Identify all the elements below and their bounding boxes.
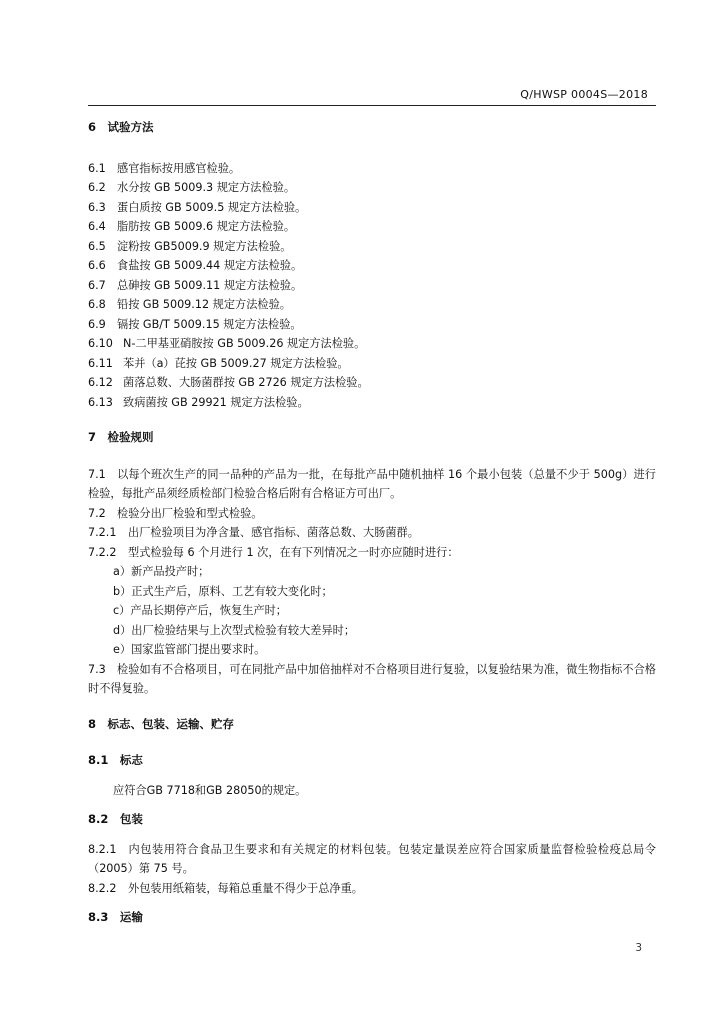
item-text: 淀粉按 GB5009.9 规定方法检验。	[117, 239, 292, 253]
paragraph-7-2-2	[88, 543, 656, 563]
section-heading-6: 6 试验方法	[88, 120, 154, 134]
list-item-a: a）新产品投产时；	[113, 565, 210, 578]
item-number: 7.2	[88, 506, 106, 520]
item-text: 食盐按 GB 5009.44 规定方法检验。	[117, 259, 303, 272]
item-number: 6.12	[88, 376, 113, 389]
item-text: 镉按 GB/T 5009.15 规定方法检验。	[117, 317, 302, 331]
item-6-3	[88, 198, 656, 218]
item-number: 6.4	[88, 220, 106, 233]
item-6-2	[88, 178, 656, 198]
paragraph-text: 外包装用纸箱装，每箱总重量不得少于总净重。	[128, 881, 363, 895]
section-heading-7: 7 检验规则	[88, 430, 154, 444]
item-number: 6.1	[88, 161, 106, 175]
item-text: 致病菌按 GB 29921 规定方法检验。	[123, 395, 309, 409]
page-number: 3	[635, 942, 642, 954]
paragraph-text: 出厂检验项目为净含量、感官指标、菌落总数、大肠菌群。	[128, 526, 419, 539]
section-6-list	[88, 159, 656, 413]
item-6-1	[88, 159, 656, 179]
paragraph-8-2-2	[88, 879, 656, 899]
header-rule	[88, 105, 656, 106]
item-6-6	[88, 256, 656, 276]
paragraph-8-2-1	[88, 840, 656, 879]
item-text: 总砷按 GB 5009.11 规定方法检验。	[117, 278, 303, 292]
item-number: 6.9	[88, 317, 106, 331]
item-number: 7.1	[88, 467, 106, 481]
item-number: 6.7	[88, 278, 106, 292]
document-code: Q/HWSP 0004S—2018	[520, 88, 648, 101]
item-text: 苯并（a）芘按 GB 5009.27 规定方法检验。	[123, 356, 349, 370]
item-number: 8.2.2	[88, 881, 117, 895]
item-number: 7.2.1	[88, 526, 117, 539]
paragraph-text: 型式检验每 6 个月进行 1 次，在有下列情况之一时亦应随时进行：	[128, 545, 459, 559]
item-number: 6.8	[88, 298, 106, 311]
item-6-8	[88, 295, 656, 315]
paragraph-text: 内包装用符合食品卫生要求和有关规定的材料包装。包装定量误差应符合国家质量监督检验检疫总局令（2005）第 75 号。	[88, 842, 656, 875]
item-6-7	[88, 276, 656, 296]
item-text: 水分按 GB 5009.3 规定方法检验。	[117, 181, 296, 194]
item-6-11	[88, 354, 656, 374]
paragraph-text: 以每个班次生产的同一品种的产品为一批，在每批产品中随机抽样 16 个最小包装（总量不少于 500g）进行检验，每批产品须经质检部门检验合格后附有合格证方可出厂。	[88, 467, 656, 500]
item-number: 6.10	[88, 337, 113, 350]
subsection-heading-8-1: 8.1 标志	[88, 753, 143, 767]
paragraph-8-1: 应符合GB 7718和GB 28050的规定。	[113, 783, 307, 797]
item-number: 7.2.2	[88, 545, 117, 559]
paragraph-text: 检验分出厂检验和型式检验。	[117, 506, 263, 520]
item-number: 8.2.1	[88, 842, 117, 856]
item-6-4	[88, 217, 656, 237]
list-item-c: c）产品长期停产后，恢复生产时；	[113, 604, 287, 617]
paragraph-7-3	[88, 660, 656, 699]
item-number: 6.5	[88, 239, 106, 253]
item-text: 铅按 GB 5009.12 规定方法检验。	[117, 298, 291, 311]
item-text: N-二甲基亚硝胺按 GB 5009.26 规定方法检验。	[123, 337, 366, 350]
item-number: 6.2	[88, 181, 106, 194]
section-heading-8: 8 标志、包装、运输、贮存	[88, 716, 235, 731]
item-number: 6.6	[88, 259, 106, 272]
item-6-10	[88, 334, 656, 354]
item-number: 6.11	[88, 356, 113, 370]
subsection-heading-8-2: 8.2 包装	[88, 812, 143, 826]
paragraph-text: 检验如有不合格项目，可在同批产品中加倍抽样对不合格项目进行复验，以复验结果为准，微生物指标不合格时不得复验。	[88, 662, 656, 695]
list-item-d: d）出厂检验结果与上次型式检验有较大差异时；	[113, 623, 356, 637]
paragraph-7-2-1	[88, 523, 656, 543]
paragraph-7-1	[88, 465, 656, 504]
list-item-e: e）国家监管部门提出要求时。	[113, 643, 266, 656]
paragraph-7-2	[88, 504, 656, 524]
item-6-5	[88, 237, 656, 257]
item-6-9	[88, 315, 656, 335]
list-item-b: b）正式生产后，原料、工艺有较大变化时；	[113, 584, 333, 598]
document-body	[88, 118, 656, 928]
item-text: 蛋白质按 GB 5009.5 规定方法检验。	[117, 200, 307, 214]
item-text: 感官指标按用感官检验。	[117, 161, 241, 175]
item-number: 6.13	[88, 395, 113, 409]
item-6-12	[88, 373, 656, 393]
subsection-heading-8-3: 8.3 运输	[88, 910, 143, 924]
item-6-13	[88, 393, 656, 413]
item-number: 7.3	[88, 662, 106, 676]
item-text: 菌落总数、大肠菌群按 GB 2726 规定方法检验。	[123, 376, 369, 389]
item-number: 6.3	[88, 200, 106, 214]
item-text: 脂肪按 GB 5009.6 规定方法检验。	[117, 220, 296, 233]
